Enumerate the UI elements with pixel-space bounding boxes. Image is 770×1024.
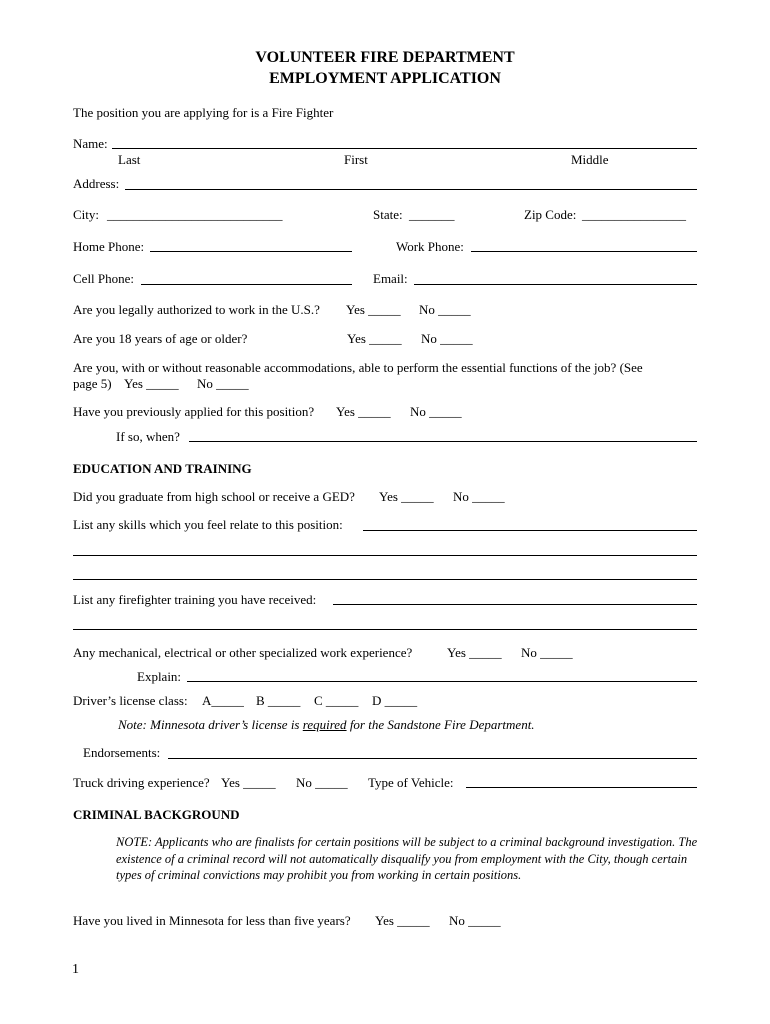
vehicle-type-label: Type of Vehicle: [368,775,454,790]
training-field[interactable] [333,604,697,605]
email-field[interactable] [414,284,697,285]
form-title-line1: VOLUNTEER FIRE DEPARTMENT [255,49,515,66]
age-no[interactable]: No _____ [421,331,473,346]
name-first-caption: First [344,152,368,167]
question-essential-functions: Are you, with or without reasonable accommodations, able to perform the essential functions of the job? (See [73,360,643,375]
question-mechanical: Any mechanical, electrical or other specialized work experience? [73,645,413,660]
license-note [118,718,535,731]
cell-phone-label: Cell Phone: [73,271,135,286]
if-so-when-label: If so, when? [116,429,180,444]
home-phone-field[interactable] [150,251,352,252]
work-phone-label: Work Phone: [396,239,464,254]
skills-field-line-2[interactable] [73,555,697,556]
training-field-line-2[interactable] [73,629,697,630]
skills-field[interactable] [363,530,697,531]
name-label: Name: [73,136,108,151]
city-label: City: [73,207,100,222]
license-class-a[interactable]: A_____ [202,693,244,708]
mechanical-no[interactable]: No _____ [521,645,573,660]
skills-label: List any skills which you feel relate to this position: [73,517,343,532]
question-authorized: Are you legally authorized to work in the U.S.? [73,302,320,317]
zip-label: Zip Code: [524,207,577,222]
address-field[interactable] [125,189,697,190]
endorsements-label: Endorsements: [83,745,161,760]
city-field[interactable]: ___________________________ [107,207,283,222]
authorized-no[interactable]: No _____ [419,302,471,317]
license-class-b[interactable]: B _____ [256,693,301,708]
work-phone-field[interactable] [471,251,697,252]
applied-no[interactable]: No _____ [410,404,462,419]
applied-yes[interactable]: Yes _____ [336,404,391,419]
criminal-heading: CRIMINAL BACKGROUND [73,807,240,822]
criminal-note: NOTE: Applicants who are finalists for certain positions will be subject to a criminal background investigation. The existence of a criminal record will not automatically disqualify you from employment with the City, though certain types of criminal convictions may prohibit you from working in certain positions. [116,835,698,882]
mechanical-yes[interactable]: Yes _____ [447,645,502,660]
address-label: Address: [73,176,120,191]
name-field[interactable] [112,148,697,149]
training-label: List any firefighter training you have received: [73,592,317,607]
endorsements-field[interactable] [168,758,697,759]
license-class-c[interactable]: C _____ [314,693,359,708]
name-middle-caption: Middle [571,152,609,167]
state-field[interactable]: _______ [409,207,455,222]
graduate-no[interactable]: No _____ [453,489,505,504]
vehicle-type-field[interactable] [466,787,697,788]
license-class-label: Driver’s license class: [73,693,188,708]
license-note-prefix: Note: Minnesota driver’s license is [118,717,303,732]
minnesota-yes[interactable]: Yes _____ [375,913,430,928]
question-minnesota: Have you lived in Minnesota for less than five years? [73,913,351,928]
authorized-yes[interactable]: Yes _____ [346,302,401,317]
cell-phone-field[interactable] [141,284,352,285]
home-phone-label: Home Phone: [73,239,145,254]
age-yes[interactable]: Yes _____ [347,331,402,346]
truck-experience-label: Truck driving experience? [73,775,210,790]
question-18: Are you 18 years of age or older? [73,331,248,346]
form-title-line2: EMPLOYMENT APPLICATION [269,70,501,87]
position-text: The position you are applying for is a Fire Fighter [73,105,334,120]
truck-yes[interactable]: Yes _____ [221,775,276,790]
email-label: Email: [373,271,408,286]
question-graduate: Did you graduate from high school or receive a GED? [73,489,355,504]
truck-no[interactable]: No _____ [296,775,348,790]
essential-yes[interactable]: Yes _____ [124,376,179,391]
minnesota-no[interactable]: No _____ [449,913,501,928]
essential-no[interactable]: No _____ [197,376,249,391]
question-applied-before: Have you previously applied for this position? [73,404,315,419]
name-last-caption: Last [118,152,141,167]
zip-field[interactable]: ________________ [582,207,686,222]
state-label: State: [373,207,403,222]
if-so-when-field[interactable] [189,441,697,442]
graduate-yes[interactable]: Yes _____ [379,489,434,504]
explain-label: Explain: [137,669,182,684]
page-number: 1 [72,962,79,977]
education-heading: EDUCATION AND TRAINING [73,461,252,476]
license-note-required: required [302,717,347,732]
license-note-suffix: for the Sandstone Fire Department. [346,717,535,732]
skills-field-line-3[interactable] [73,579,697,580]
license-class-d[interactable]: D _____ [372,693,418,708]
explain-field[interactable] [187,681,697,682]
question-essential-page-ref: page 5) [73,376,112,391]
